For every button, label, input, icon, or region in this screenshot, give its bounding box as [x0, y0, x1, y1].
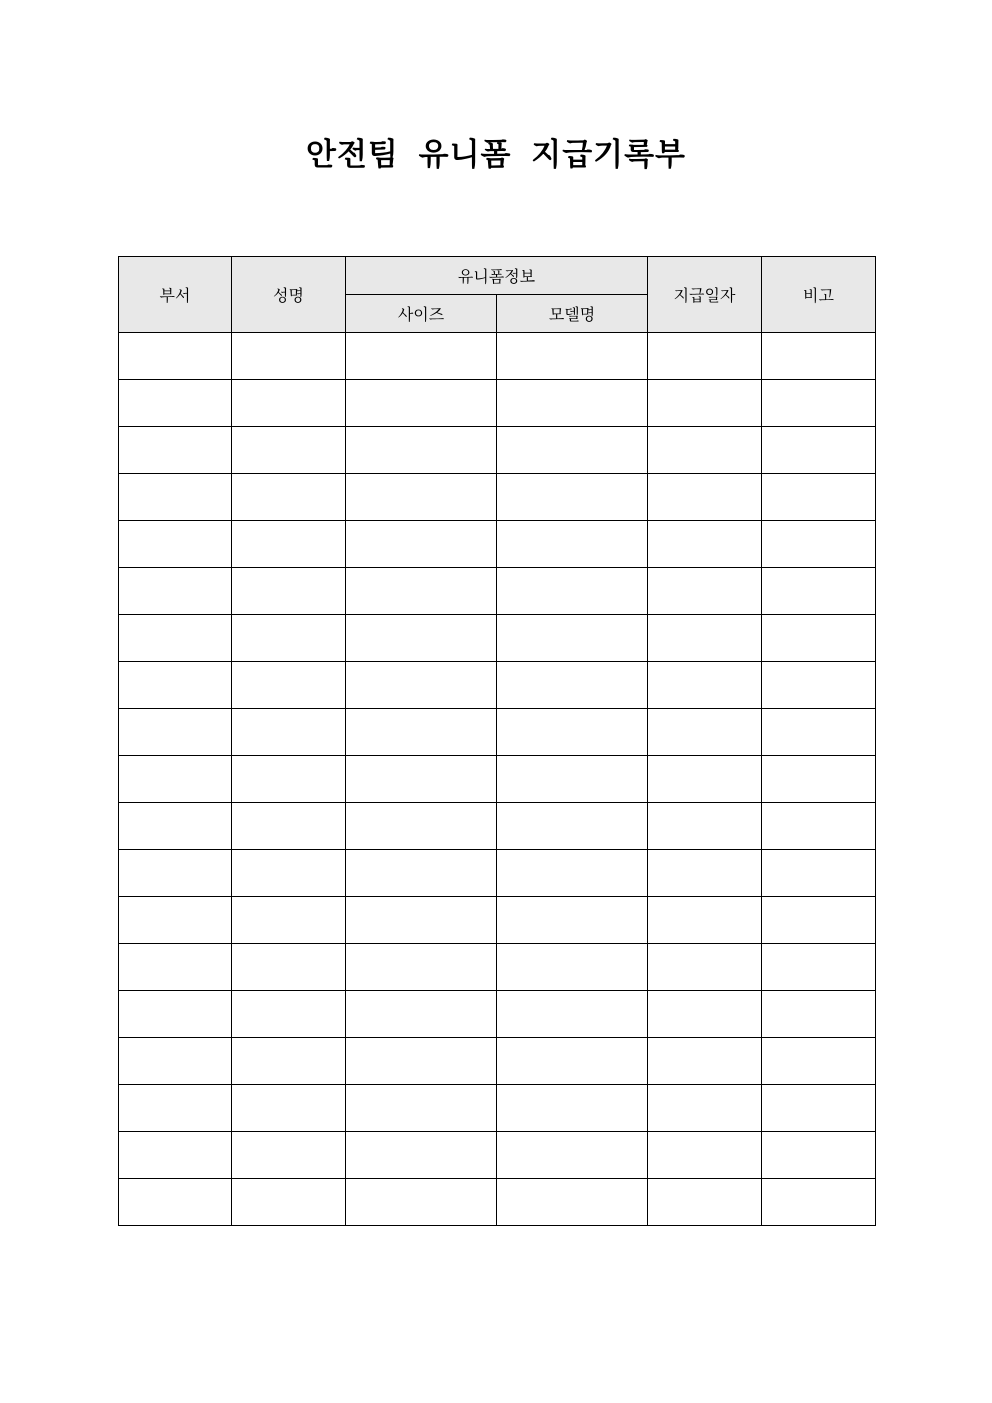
department-cell[interactable]: [119, 803, 232, 850]
issue-date-cell[interactable]: [648, 474, 762, 521]
name-cell[interactable]: [232, 615, 346, 662]
header-model: 모델명: [497, 295, 648, 333]
size-cell[interactable]: [346, 1132, 497, 1179]
size-cell[interactable]: [346, 1038, 497, 1085]
model-cell[interactable]: [497, 803, 648, 850]
name-cell[interactable]: [232, 662, 346, 709]
department-cell[interactable]: [119, 897, 232, 944]
table-row: [119, 850, 876, 897]
model-cell[interactable]: [497, 756, 648, 803]
model-cell[interactable]: [497, 521, 648, 568]
uniform-record-table: [118, 256, 876, 1226]
table-body: [119, 333, 876, 1226]
name-cell[interactable]: [232, 1085, 346, 1132]
header-name: 성명: [232, 257, 346, 333]
size-cell[interactable]: [346, 474, 497, 521]
remarks-cell[interactable]: [762, 1085, 876, 1132]
size-cell[interactable]: [346, 380, 497, 427]
model-cell[interactable]: [497, 897, 648, 944]
remarks-cell[interactable]: [762, 333, 876, 380]
name-cell[interactable]: [232, 380, 346, 427]
remarks-cell[interactable]: [762, 615, 876, 662]
model-cell[interactable]: [497, 944, 648, 991]
name-cell[interactable]: [232, 944, 346, 991]
name-cell[interactable]: [232, 991, 346, 1038]
model-cell[interactable]: [497, 568, 648, 615]
header-size: 사이즈: [346, 295, 497, 333]
model-cell[interactable]: [497, 1179, 648, 1226]
remarks-cell[interactable]: [762, 756, 876, 803]
table-row: [119, 756, 876, 803]
table-row: [119, 1179, 876, 1226]
size-cell[interactable]: [346, 333, 497, 380]
model-cell[interactable]: [497, 380, 648, 427]
issue-date-cell[interactable]: [648, 850, 762, 897]
issue-date-cell[interactable]: [648, 615, 762, 662]
issue-date-cell[interactable]: [648, 568, 762, 615]
issue-date-cell[interactable]: [648, 756, 762, 803]
model-cell[interactable]: [497, 427, 648, 474]
name-cell[interactable]: [232, 803, 346, 850]
name-cell[interactable]: [232, 427, 346, 474]
remarks-cell[interactable]: [762, 662, 876, 709]
table-row: [119, 521, 876, 568]
name-cell[interactable]: [232, 474, 346, 521]
department-cell[interactable]: [119, 1085, 232, 1132]
table-row: [119, 662, 876, 709]
department-cell[interactable]: [119, 521, 232, 568]
table-row: [119, 615, 876, 662]
table-row: [119, 803, 876, 850]
table-row: [119, 333, 876, 380]
table-row: [119, 1132, 876, 1179]
table-row: [119, 474, 876, 521]
issue-date-cell[interactable]: [648, 944, 762, 991]
table-row: [119, 1085, 876, 1132]
remarks-cell[interactable]: [762, 944, 876, 991]
model-cell[interactable]: [497, 709, 648, 756]
header-issue-date: 지급일자: [648, 257, 762, 333]
department-cell[interactable]: [119, 333, 232, 380]
department-cell[interactable]: [119, 709, 232, 756]
table-row: [119, 1038, 876, 1085]
department-cell[interactable]: [119, 756, 232, 803]
size-cell[interactable]: [346, 615, 497, 662]
name-cell[interactable]: [232, 709, 346, 756]
issue-date-cell[interactable]: [648, 1085, 762, 1132]
size-cell[interactable]: [346, 662, 497, 709]
table-row: [119, 897, 876, 944]
department-cell[interactable]: [119, 568, 232, 615]
size-cell[interactable]: [346, 568, 497, 615]
size-cell[interactable]: [346, 803, 497, 850]
issue-date-cell[interactable]: [648, 662, 762, 709]
remarks-cell[interactable]: [762, 568, 876, 615]
size-cell[interactable]: [346, 850, 497, 897]
remarks-cell[interactable]: [762, 803, 876, 850]
model-cell[interactable]: [497, 1038, 648, 1085]
table-row: [119, 427, 876, 474]
department-cell[interactable]: [119, 427, 232, 474]
size-cell[interactable]: [346, 991, 497, 1038]
issue-date-cell[interactable]: [648, 897, 762, 944]
department-cell[interactable]: [119, 1132, 232, 1179]
model-cell[interactable]: [497, 474, 648, 521]
department-cell[interactable]: [119, 1038, 232, 1085]
remarks-cell[interactable]: [762, 991, 876, 1038]
department-cell[interactable]: [119, 1179, 232, 1226]
model-cell[interactable]: [497, 1132, 648, 1179]
remarks-cell[interactable]: [762, 1038, 876, 1085]
header-remarks: 비고: [762, 257, 876, 333]
model-cell[interactable]: [497, 615, 648, 662]
issue-date-cell[interactable]: [648, 427, 762, 474]
remarks-cell[interactable]: [762, 427, 876, 474]
issue-date-cell[interactable]: [648, 380, 762, 427]
model-cell[interactable]: [497, 850, 648, 897]
issue-date-cell[interactable]: [648, 709, 762, 756]
header-uniform-info: 유니폼정보: [346, 257, 648, 295]
table-row: [119, 709, 876, 756]
issue-date-cell[interactable]: [648, 333, 762, 380]
table-row: [119, 991, 876, 1038]
name-cell[interactable]: [232, 1038, 346, 1085]
size-cell[interactable]: [346, 1085, 497, 1132]
issue-date-cell[interactable]: [648, 1038, 762, 1085]
model-cell[interactable]: [497, 1085, 648, 1132]
remarks-cell[interactable]: [762, 1179, 876, 1226]
header-department: 부서: [119, 257, 232, 333]
size-cell[interactable]: [346, 521, 497, 568]
size-cell[interactable]: [346, 427, 497, 474]
size-cell[interactable]: [346, 897, 497, 944]
size-cell[interactable]: [346, 944, 497, 991]
size-cell[interactable]: [346, 709, 497, 756]
remarks-cell[interactable]: [762, 380, 876, 427]
model-cell[interactable]: [497, 991, 648, 1038]
table-row: [119, 944, 876, 991]
remarks-cell[interactable]: [762, 1132, 876, 1179]
department-cell[interactable]: [119, 991, 232, 1038]
model-cell[interactable]: [497, 333, 648, 380]
model-cell[interactable]: [497, 662, 648, 709]
name-cell[interactable]: [232, 1132, 346, 1179]
remarks-cell[interactable]: [762, 850, 876, 897]
page-title: 안전팀 유니폼 지급기록부: [306, 137, 686, 173]
issue-date-cell[interactable]: [648, 803, 762, 850]
remarks-cell[interactable]: [762, 474, 876, 521]
name-cell[interactable]: [232, 756, 346, 803]
remarks-cell[interactable]: [762, 521, 876, 568]
size-cell[interactable]: [346, 756, 497, 803]
name-cell[interactable]: [232, 897, 346, 944]
table-row: [119, 568, 876, 615]
issue-date-cell[interactable]: [648, 1179, 762, 1226]
table-row: [119, 380, 876, 427]
name-cell[interactable]: [232, 568, 346, 615]
issue-date-cell[interactable]: [648, 521, 762, 568]
department-cell[interactable]: [119, 474, 232, 521]
remarks-cell[interactable]: [762, 897, 876, 944]
department-cell[interactable]: [119, 615, 232, 662]
name-cell[interactable]: [232, 850, 346, 897]
department-cell[interactable]: [119, 944, 232, 991]
size-cell[interactable]: [346, 1179, 497, 1226]
name-cell[interactable]: [232, 1179, 346, 1226]
department-cell[interactable]: [119, 380, 232, 427]
name-cell[interactable]: [232, 521, 346, 568]
issue-date-cell[interactable]: [648, 991, 762, 1038]
department-cell[interactable]: [119, 850, 232, 897]
remarks-cell[interactable]: [762, 709, 876, 756]
name-cell[interactable]: [232, 333, 346, 380]
department-cell[interactable]: [119, 662, 232, 709]
issue-date-cell[interactable]: [648, 1132, 762, 1179]
